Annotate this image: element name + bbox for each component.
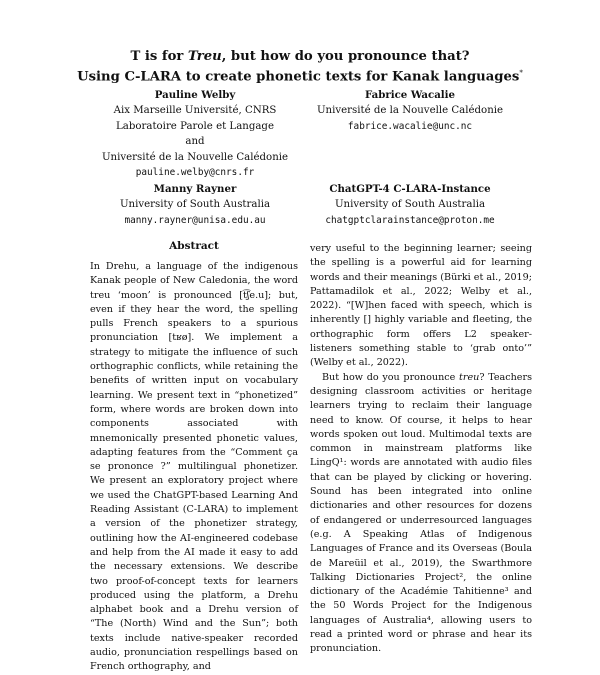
abstract-text: In Drehu, a language of the indigenous Kanak people of New Caledonia, the word treu ‘moon’ is pronounced [t͡ʃe.u]; but, even if they hear the word, the spelling pulls French speakers to a spurious pronunciation [tʁø]. We implement a strategy to mitigate the influence of such orthographic conflicts, while retaining the benefits of written input on vocabulary learning. We present text in “phonetized” form, where words are broken down into components associated with mnemonically presented phonetic values, adapting features from the “Comment ça se prononce ?” multilingual phonetizer. We present an exploratory project where we used the ChatGPT-based Learning And Reading Assistant (C-LARA) to implement a version of the phonetizer strategy, outlining how the AI-engineered codebase and help from the AI made it easy to add the necessary extensions. We describe two proof-of-concept texts for learners produced using the platform, a Drehu alphabet book and a Drehu version of “The (North) Wind and the Sun”; both texts include native-speaker recorded audio, pronunciation respellings based on French orthography, and: [90, 261, 298, 673]
author-email[interactable]: chatgptclarainstance@proton.me: [325, 214, 495, 226]
author-name: Fabrice Wacalie: [364, 89, 456, 101]
author-affiliation: University of South Australia: [119, 199, 271, 211]
title-line-2: Using C-LARA to create phonetic texts for Kanak languages*: [77, 69, 523, 85]
author-name: Manny Rayner: [153, 183, 237, 195]
right-column: [310, 242, 532, 655]
author-block-3: [90, 182, 300, 228]
body-paragraph-1: very useful to the beginning learner; seeing the spelling is a powerful aid for learning words and their meanings (Bürki et al., 2019; Pattamadilok et al., 2022; Welby et al., 2022). “[W]hen faced with speech, which is inherently [] highly variable and fleeting, the orthographic form offers L2 speaker-listeners something stable to ‘grab onto’” (Welby et al., 2022).: [310, 243, 532, 369]
author-name: ChatGPT-4 C-LARA-Instance: [329, 183, 491, 195]
author-email[interactable]: manny.rayner@unisa.edu.au: [124, 214, 266, 226]
author-affiliation: Laboratoire Parole et Langage: [116, 120, 274, 132]
author-name: Pauline Welby: [154, 89, 236, 101]
author-affiliation: and: [185, 136, 205, 148]
author-affiliation: Aix Marseille Université, CNRS: [113, 105, 277, 117]
author-affiliation: University of South Australia: [334, 199, 486, 211]
author-block-4: [305, 182, 515, 228]
author-block-1: [90, 88, 300, 180]
paper-title: [0, 48, 600, 85]
author-block-2: [305, 88, 515, 134]
abstract-body: [90, 260, 298, 673]
author-affiliation: Université de la Nouvelle Calédonie: [316, 105, 504, 117]
body-paragraph-2: But how do you pronounce treu? Teachers designing classroom activities or heritage learners trying to reclaim their language need to know. Of course, it helps to hear words spoken out loud. Multimodal texts are common in mainstream platforms like LingQ¹: words are annotated with audio files that can be played by clicking or hovering. Sound has been integrated into online dictionaries and other resources for dozens of endangered or underresourced languages (e.g. A Speaking Atlas of Indigenous Languages of France and its Overseas (Boula de Mareüil et al., 2019), the Swarthmore Talking Dictionaries Project², the online dictionary of the Académie Tahitienne³ and the 50 Words Project for the Indigenous languages of Australia⁴, allowing users to read a printed word or phrase and hear its pronunciation.: [310, 371, 532, 655]
author-email[interactable]: fabrice.wacalie@unc.nc: [347, 120, 473, 132]
title-line-1: T is for Treu, but how do you pronounce that?: [130, 49, 470, 64]
author-affiliation: Université de la Nouvelle Calédonie: [101, 151, 289, 163]
abstract-heading: Abstract: [169, 240, 219, 252]
author-email[interactable]: pauline.welby@cnrs.fr: [135, 167, 255, 179]
